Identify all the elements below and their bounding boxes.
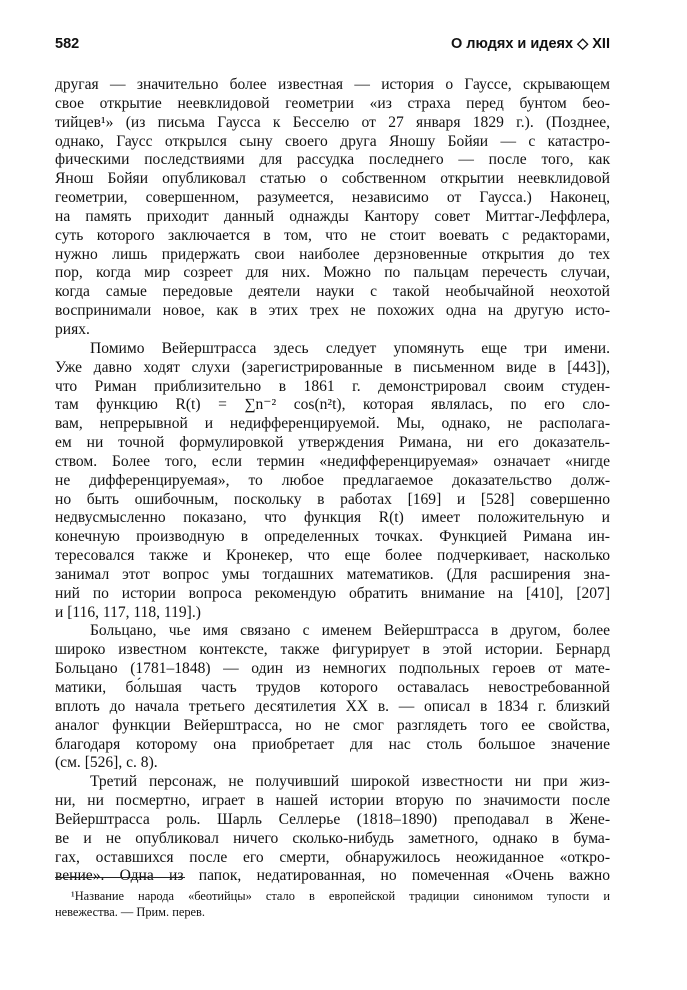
text-line: что Риман приблизительно в 1861 г. демонстрировал своим студен- <box>55 377 610 395</box>
text-line: фическими последствиями для рассудка последнего — после того, как <box>55 151 610 169</box>
text-line: гах, оставшихся после его смерти, обнаружилось неожиданное «откро- <box>55 848 610 866</box>
text-line: воспринимали новое, как в этих трех не похожих одна на другую исто- <box>55 302 610 320</box>
text-line: благодаря которому она приобретает для нас столь большое значение <box>55 735 610 753</box>
text-line: ний по истории вопроса рекомендую обратить внимание на [410], [207] <box>55 584 610 602</box>
text-line: (см. [526], с. 8). <box>55 754 158 772</box>
footnote-line: невежества. — Прим. перев. <box>55 905 205 919</box>
text-line: Третий персонаж, не получивший широкой известности ни при жиз- <box>90 773 610 791</box>
text-line: но быть ошибочным, поскольку в работах [169] и [528] совершенно <box>55 490 610 508</box>
text-line: вплоть до начала третьего десятилетия XX в. — описал в 1834 г. близкий <box>55 697 610 715</box>
text-line: геометрии, совершенном, разумеется, независимо от Гаусса.) Наконец, <box>55 189 610 207</box>
text-line: вам, непрерывной и недифференцируемой. Мы, однако, не располага- <box>55 415 610 433</box>
footnote <box>55 888 610 920</box>
page-number: 582 <box>55 36 80 52</box>
text-line: однако, Гаусс открылся сыну своего друга Яношу Бойяи — с катастро- <box>55 132 610 150</box>
text-line: широко известном контексте, также фигурирует в этой истории. Бернард <box>55 641 610 659</box>
text-line: Больцано, чье имя связано с именем Вейерштрасса в другом, более <box>90 622 610 640</box>
text-line: ни, ни посмертно, играет в нашей истории вторую по значимости после <box>55 792 610 810</box>
text-line: и [116, 117, 118, 119].) <box>55 603 201 621</box>
text-line: Уже давно ходят слухи (зарегистрированные в письменном виде в [443]), <box>55 358 610 376</box>
text-line: Вейерштрасса роль. Шарль Селлерье (1818–1890) преподавал в Жене- <box>55 810 610 828</box>
text-line: Янош Бойяи опубликовал статью о собственном открытии неевклидовой <box>55 170 610 188</box>
text-line: ем ни точной формулировкой утверждения Римана, ни его доказатель- <box>55 434 610 452</box>
text-line: нужно лишь придержать свои наиболее дерзновенные открытия до тех <box>55 245 610 263</box>
text-line: матики, бо́льшая часть трудов которого оставалась невостребованной <box>55 679 610 696</box>
text-line: когда самые передовые деятели науки с такой необычайной неохотой <box>55 283 610 301</box>
text-line: другая — значительно более известная — история о Гауссе, скрывающем <box>55 76 610 93</box>
text-line: тересовался также и Кронекер, что еще более подчеркивает, насколько <box>55 547 610 565</box>
page-header <box>55 36 610 60</box>
footnote-line: ¹Название народа «беотийцы» стало в европейской традиции синонимом тупости и <box>71 889 610 903</box>
text-line: свое открытие неевклидовой геометрии «из страха перед бунтом бео- <box>55 94 610 112</box>
text-line: суть которого заключается в том, что не стоит воевать с редакторами, <box>55 226 610 244</box>
text-line: пор, когда мир созреет для них. Можно по пальцам перечесть случаи, <box>55 264 610 282</box>
text-line: там функцию R(t) = ∑n⁻² cos(n²t), которая являлась, по его сло- <box>55 396 610 414</box>
text-line: не дифференцируемая», то любое предлагаемое доказательство долж- <box>55 471 610 489</box>
text-line: Помимо Вейерштрасса здесь следует упомянуть еще три имени. <box>90 339 610 357</box>
text-line: тийцев¹» (из письма Гаусса к Бесселю от 27 января 1829 г.). (Позднее, <box>55 113 610 131</box>
text-line: недвусмысленно показано, что функция R(t) имеет положительную и <box>55 509 610 527</box>
text-line: на память приходит данный однажды Кантору совет Миттаг-Леффлера, <box>55 207 610 225</box>
text-line: риях. <box>55 320 90 338</box>
text-line: занимал этот вопрос умы тогдашних математиков. (Для расширения зна- <box>55 565 610 583</box>
text-line: вение». Одна из папок, недатированная, но помеченная «Очень важно <box>55 867 610 885</box>
text-line: ве и не опубликовал ничего сколько-нибудь заметного, однако в бума- <box>55 829 610 847</box>
main-text <box>55 76 610 886</box>
text-line: ством. Более того, если термин «недифференцируемая» означает «нигде <box>55 452 610 470</box>
footnote-rule <box>55 877 185 878</box>
text-line: аналог функции Вейерштрасса, но не смог разглядеть того ее свойства, <box>55 716 610 734</box>
text-line: Больцано (1781–1848) — один из немногих подпольных героев от мате- <box>55 660 610 678</box>
text-line: конечную производную в определенных точках. Функцией Римана ин- <box>55 528 610 546</box>
running-title: О людях и идеях ◇ XII <box>450 36 610 52</box>
